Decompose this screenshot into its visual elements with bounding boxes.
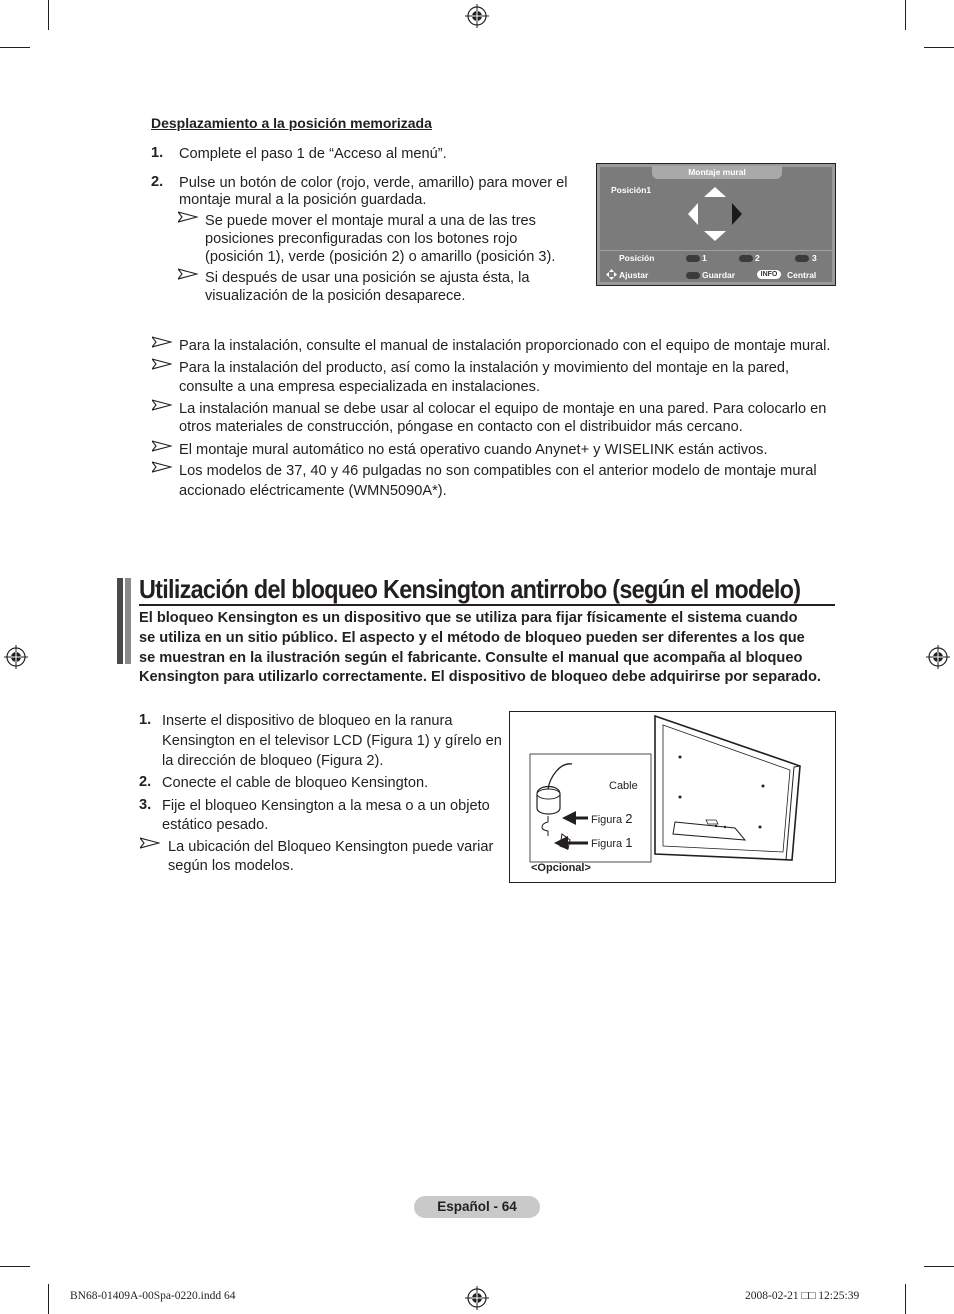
yellow-button-icon <box>795 255 809 262</box>
note-text: La ubicación del Bloqueo Kensington puede variar <box>168 839 494 855</box>
note-arrow-icon <box>178 268 198 280</box>
note-text: consulte a una empresa especializada en instalaciones. <box>179 379 541 395</box>
crop-mark <box>924 47 954 48</box>
step-text: Conecte el cable de bloqueo Kensington. <box>162 775 429 791</box>
crop-mark <box>0 1266 30 1267</box>
note-text: otros materiales de construcción, póngase en contacto con el distribuidor más cercano. <box>179 419 743 435</box>
note-arrow-icon <box>152 399 172 411</box>
section-intro <box>139 609 839 688</box>
note-text: Para la instalación del producto, así como la instalación y movimiento del montaje en la pared, <box>179 360 790 376</box>
figure-word: Figura <box>591 814 623 826</box>
note-text: accionado eléctricamente (WMN5090A*). <box>179 483 447 499</box>
step-text: Fije el bloqueo Kensington a la mesa o a un objeto <box>162 798 490 814</box>
osd-save-label: Guardar <box>702 270 736 280</box>
figure-number: 2 <box>625 811 633 826</box>
crop-mark <box>905 1284 906 1314</box>
registration-mark-icon <box>4 645 28 669</box>
figure-word: Figura <box>591 838 623 850</box>
subnote-text: posiciones preconfiguradas con los botones rojo <box>205 231 518 247</box>
crop-mark <box>48 0 49 30</box>
date-slug: 2008-02-21 □□ 12:25:39 <box>745 1290 860 1302</box>
section-title: Utilización del bloqueo Kensington antirrobo (según el modelo) <box>139 574 801 604</box>
subnote-text: Se puede mover el montaje mural a una de las tres <box>205 213 536 229</box>
section-marker <box>125 578 131 664</box>
intro-line: Kensington para utilizarlo correctamente. El dispositivo de bloqueo debe adquirirse por separado. <box>139 669 821 686</box>
crop-mark <box>905 0 906 30</box>
step-text: Kensington en el televisor LCD (Figura 1) y gírelo en <box>162 733 502 749</box>
osd-position-label: Posición1 <box>611 185 652 195</box>
note-text: La instalación manual se debe usar al colocar el equipo de montaje en una pared. Para colocarlo en <box>179 401 827 417</box>
step-text: estático pesado. <box>162 817 269 833</box>
step-number: 2. <box>151 174 164 190</box>
intro-line: El bloqueo Kensington es un dispositivo que se utiliza para fijar físicamente el sistema cuando <box>139 610 798 626</box>
osd-row-label: Posición <box>619 253 655 263</box>
subnote-text: Si después de usar una posición se ajusta ésta, la <box>205 270 530 286</box>
step-number: 1. <box>151 145 164 161</box>
kensington-figure <box>509 711 836 883</box>
osd-title: Montaje mural <box>652 166 782 179</box>
registration-mark-icon <box>926 645 950 669</box>
step-text: Pulse un botón de color (rojo, verde, amarillo) para mover el <box>179 175 568 191</box>
move-arrows-icon <box>606 269 617 280</box>
step-number: 1. <box>139 712 152 728</box>
intro-line: se utiliza en un sitio público. El aspecto y el método de bloqueo pueden ser diferentes a los que <box>139 629 805 646</box>
registration-mark-icon <box>465 1286 489 1310</box>
subnote-text: visualización de la posición desaparece. <box>205 288 466 304</box>
osd-btn-label: 1 <box>702 253 707 263</box>
step-number: 3. <box>139 797 152 813</box>
note-arrow-icon <box>152 358 172 370</box>
file-slug: BN68-01409A-00Spa-0220.indd 64 <box>70 1290 236 1302</box>
page-number-badge: Español - 64 <box>414 1196 540 1218</box>
note-arrow-icon <box>152 461 172 473</box>
note-text: El montaje mural automático no está operativo cuando Anynet+ y WISELINK están activos. <box>179 442 768 458</box>
step-text: Inserte el dispositivo de bloqueo en la ranura <box>162 713 453 729</box>
osd-center-label: Central <box>787 270 817 280</box>
osd-btn-label: 3 <box>812 253 817 263</box>
blue-button-icon <box>686 272 700 279</box>
note-arrow-icon <box>152 440 172 452</box>
note-arrow-icon <box>152 336 172 348</box>
osd-adjust-label: Ajustar <box>619 270 649 280</box>
optional-label: <Opcional> <box>531 862 591 874</box>
crop-mark <box>48 1284 49 1314</box>
section-marker <box>117 578 123 664</box>
osd-divider <box>600 250 832 251</box>
note-text: según los modelos. <box>168 858 294 874</box>
figure-1-label <box>591 835 632 850</box>
figure-number: 1 <box>625 835 633 850</box>
crop-mark <box>0 47 30 48</box>
crop-mark <box>924 1266 954 1267</box>
step-text: Complete el paso 1 de “Acceso al menú”. <box>179 146 447 162</box>
step-text: la dirección de bloqueo (Figura 2). <box>162 753 384 769</box>
figure-2-label <box>591 811 632 826</box>
osd-panel <box>600 167 832 282</box>
direction-pad-icon <box>686 185 744 243</box>
note-text: Los modelos de 37, 40 y 46 pulgadas no son compatibles con el anterior modelo de montaje mural <box>179 463 817 479</box>
section-heading: Desplazamiento a la posición memorizada <box>151 115 432 131</box>
registration-mark-icon <box>465 4 489 28</box>
intro-line: se muestran en la ilustración según el fabricante. Consulte el manual que acompaña al bloqueo <box>139 649 803 666</box>
note-arrow-icon <box>140 837 160 849</box>
osd-screen <box>596 163 836 286</box>
step-text: montaje mural a la posición guardada. <box>179 192 427 208</box>
subnote-text: (posición 1), verde (posición 2) o amarillo (posición 3). <box>205 249 556 265</box>
title-underline <box>139 604 835 606</box>
cable-label: Cable <box>609 780 638 792</box>
note-text: Para la instalación, consulte el manual de instalación proporcionado con el equipo de montaje mural. <box>179 338 831 354</box>
tv-back-illustration <box>510 712 835 882</box>
note-arrow-icon <box>178 211 198 223</box>
green-button-icon <box>739 255 753 262</box>
osd-btn-label: 2 <box>755 253 760 263</box>
step-number: 2. <box>139 774 152 790</box>
red-button-icon <box>686 255 700 262</box>
info-button-icon: INFO <box>757 270 781 279</box>
